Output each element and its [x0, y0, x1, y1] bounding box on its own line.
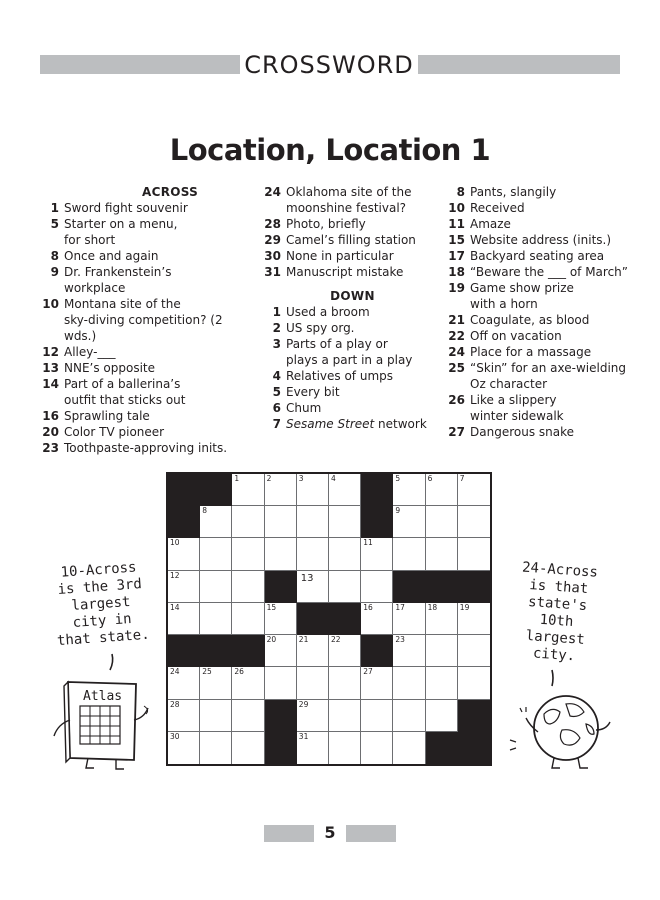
- clue-number: 1: [272, 305, 281, 319]
- clue-number: 12: [42, 345, 59, 359]
- clue-number: 11: [448, 217, 465, 231]
- black-square: [200, 474, 232, 506]
- grid-cell[interactable]: [361, 700, 393, 732]
- grid-cell[interactable]: [329, 700, 361, 732]
- grid-cell[interactable]: [393, 667, 425, 699]
- atlas-illustration: [40, 648, 160, 773]
- grid-cell[interactable]: [458, 635, 490, 667]
- grid-cell[interactable]: [426, 538, 458, 570]
- cell-number: 15: [266, 602, 277, 612]
- down-clue-27: [444, 424, 629, 440]
- black-square: [168, 474, 200, 506]
- grid-cell[interactable]: [232, 732, 264, 764]
- clue-number: 5: [50, 217, 59, 231]
- clue-text: Color TV pioneer: [64, 425, 165, 439]
- cell-number: 6: [427, 474, 433, 483]
- black-square: [232, 635, 264, 667]
- clue-number: 6: [272, 401, 281, 415]
- grid-cell[interactable]: [297, 700, 329, 732]
- black-square: [265, 732, 297, 764]
- across-clue-28: [260, 216, 445, 232]
- clue-number: 16: [42, 409, 59, 423]
- clue-text: Montana site of the sky-diving competition? (2 wds.): [64, 297, 223, 343]
- grid-cell[interactable]: [168, 538, 200, 570]
- clue-text: Amaze: [470, 217, 511, 231]
- cell-number: 9: [395, 506, 401, 516]
- cell-number: 14: [170, 602, 180, 612]
- black-square: [361, 635, 393, 667]
- clue-number: 3: [272, 337, 281, 351]
- down-clue-15: [444, 232, 629, 248]
- down-clue-3: [260, 336, 445, 368]
- cell-number: 3: [298, 474, 304, 483]
- clue-text: Pants, slangily: [470, 185, 557, 199]
- black-square: [458, 571, 490, 603]
- header-bar-left: [40, 55, 240, 74]
- grid-cell[interactable]: [426, 635, 458, 667]
- across-clue-20: [38, 424, 258, 440]
- clue-number: 9: [50, 265, 59, 279]
- down-clue-21: [444, 312, 629, 328]
- clue-text: Used a broom: [286, 305, 370, 319]
- clue-text: Sword fight souvenir: [64, 201, 188, 215]
- grid-cell[interactable]: [426, 700, 458, 732]
- grid-cell[interactable]: [265, 667, 297, 699]
- across-clue-8: [38, 248, 258, 264]
- black-square: [458, 700, 490, 732]
- grid-cell[interactable]: [265, 635, 297, 667]
- clue-number: 7: [272, 417, 281, 431]
- down-clue-22: [444, 328, 629, 344]
- cell-number: 17: [395, 602, 405, 612]
- clue-text: None in particular: [286, 249, 394, 263]
- footer-bar-right: [346, 825, 396, 842]
- crossword-grid: [166, 472, 492, 766]
- grid-cell[interactable]: [200, 571, 232, 603]
- down-heading: DOWN: [330, 289, 375, 303]
- down-clue-26: [444, 392, 629, 424]
- grid-cell[interactable]: [297, 506, 329, 538]
- page-title: Location, Location 1: [169, 133, 491, 167]
- clue-number: 31: [264, 265, 281, 279]
- clues-column-3: [444, 184, 629, 440]
- clue-number: 14: [42, 377, 59, 391]
- down-clue-1: [260, 304, 445, 320]
- cell-number: 10: [170, 538, 180, 548]
- clue-text: Received: [470, 201, 525, 215]
- grid-cell[interactable]: [458, 538, 490, 570]
- page-number: 5: [324, 823, 336, 842]
- clue-number: 8: [50, 249, 59, 263]
- grid-cell[interactable]: [265, 474, 297, 506]
- across-clue-29: [260, 232, 445, 248]
- clue-number: 24: [264, 185, 281, 199]
- clue-number: 4: [272, 369, 281, 383]
- cell-number: 8: [202, 506, 207, 516]
- cell-number: 2: [266, 474, 272, 483]
- clue-text: Manuscript mistake: [286, 265, 404, 279]
- clue-text: Off on vacation: [470, 329, 562, 343]
- clue-number: 10: [42, 297, 59, 311]
- clue-number: 21: [448, 313, 465, 327]
- grid-cell[interactable]: [200, 732, 232, 764]
- down-clue-24: [444, 344, 629, 360]
- grid-cell[interactable]: [168, 732, 200, 764]
- globe-illustration: [508, 668, 618, 773]
- across-clue-31: [260, 264, 445, 280]
- clue-text: Alley-___: [64, 345, 116, 359]
- grid-cell[interactable]: [426, 506, 458, 538]
- grid-cell[interactable]: [232, 603, 264, 635]
- grid-cell[interactable]: [393, 603, 425, 635]
- clue-text: US spy org.: [286, 321, 355, 335]
- down-clue-19: [444, 280, 629, 312]
- black-square: [168, 506, 200, 538]
- cell-number: 28: [170, 699, 180, 709]
- clue-text: Every bit: [286, 385, 340, 399]
- cell-number: 19: [459, 602, 470, 612]
- clue-number: 29: [264, 233, 281, 247]
- grid-cell[interactable]: [458, 667, 490, 699]
- down-clue-17: [444, 248, 629, 264]
- black-square: [297, 603, 329, 635]
- cell-number: 30: [170, 731, 180, 741]
- grid-cell[interactable]: [265, 538, 297, 570]
- grid-cell[interactable]: [361, 603, 393, 635]
- clue-text: NNE’s opposite: [64, 361, 156, 375]
- grid-cell[interactable]: [168, 700, 200, 732]
- clue-text: Coagulate, as blood: [470, 313, 590, 327]
- clue-text: Part of a ballerina’s outfit that sticks out: [64, 377, 186, 407]
- black-square: [200, 635, 232, 667]
- down-clue-2: [260, 320, 445, 336]
- grid-cell[interactable]: [297, 571, 329, 603]
- black-square: [361, 506, 393, 538]
- clue-text: Dangerous snake: [470, 425, 574, 439]
- clue-text: Backyard seating area: [470, 249, 605, 263]
- clue-number: 5: [272, 385, 281, 399]
- cell-number: 31: [298, 731, 309, 741]
- cell-number: 13: [300, 572, 314, 584]
- grid-cell[interactable]: [168, 571, 200, 603]
- clue-number: 8: [456, 185, 465, 199]
- grid-cell[interactable]: [361, 667, 393, 699]
- grid-cell[interactable]: [426, 667, 458, 699]
- atlas-label: Atlas: [83, 689, 123, 704]
- down-clue-25: [444, 360, 629, 392]
- grid-cell[interactable]: [329, 667, 361, 699]
- clues-column-1: [38, 184, 258, 456]
- black-square: [458, 732, 490, 764]
- grid-cell[interactable]: [232, 506, 264, 538]
- grid-cell[interactable]: [297, 667, 329, 699]
- grid-cell[interactable]: [297, 538, 329, 570]
- clue-number: 20: [42, 425, 59, 439]
- footer-bar-left: [264, 825, 314, 842]
- grid-cell[interactable]: [232, 474, 264, 506]
- grid-cell[interactable]: [200, 506, 232, 538]
- cell-number: 16: [363, 602, 373, 612]
- clue-number: 2: [272, 321, 281, 335]
- grid-cell[interactable]: [329, 538, 361, 570]
- grid-cell[interactable]: [458, 474, 490, 506]
- clue-text: Chum: [286, 401, 322, 415]
- grid-cell[interactable]: [200, 700, 232, 732]
- clue-number: 25: [448, 361, 465, 375]
- grid-cell[interactable]: [361, 732, 393, 764]
- across-clue-1: [38, 200, 258, 216]
- clue-number: 13: [42, 361, 59, 375]
- grid-cell[interactable]: [232, 700, 264, 732]
- grid-cell[interactable]: [200, 667, 232, 699]
- cell-number: 18: [427, 602, 438, 612]
- grid-cell[interactable]: [458, 506, 490, 538]
- grid-cell[interactable]: [393, 474, 425, 506]
- clue-text: Like a slippery winter sidewalk: [470, 393, 564, 423]
- grid-cell[interactable]: [232, 571, 264, 603]
- cell-number: 5: [395, 474, 401, 483]
- grid-cell[interactable]: [393, 506, 425, 538]
- grid-cell[interactable]: [200, 603, 232, 635]
- down-clue-6: [260, 400, 445, 416]
- clue-text: Dr. Frankenstein’s workplace: [64, 265, 172, 295]
- down-clue-8: [444, 184, 629, 200]
- grid-cell[interactable]: [265, 506, 297, 538]
- clue-text: Camel’s filling station: [286, 233, 416, 247]
- black-square: [168, 635, 200, 667]
- clue-text: “Skin” for an axe-wielding Oz character: [470, 361, 627, 391]
- cell-number: 22: [331, 635, 341, 645]
- clue-number: 23: [42, 441, 59, 455]
- grid-cell[interactable]: [168, 603, 200, 635]
- across-clue-5: [38, 216, 258, 248]
- clue-number: 15: [448, 233, 465, 247]
- grid-cell[interactable]: [361, 538, 393, 570]
- grid-cell[interactable]: [393, 700, 425, 732]
- down-clue-10: [444, 200, 629, 216]
- clue-text: Starter on a menu, for short: [64, 217, 178, 247]
- across-clue-13: [38, 360, 258, 376]
- grid-cell[interactable]: [232, 667, 264, 699]
- across-heading: ACROSS: [142, 185, 199, 199]
- clue-number: 18: [448, 265, 465, 279]
- grid-cell[interactable]: [426, 603, 458, 635]
- grid-cell[interactable]: [426, 474, 458, 506]
- clue-text: Toothpaste-approving inits.: [64, 441, 228, 455]
- clue-text: Website address (inits.): [470, 233, 612, 247]
- across-clue-23: [38, 440, 258, 456]
- across-clue-30: [260, 248, 445, 264]
- grid-cell[interactable]: [393, 732, 425, 764]
- cell-number: 4: [331, 474, 336, 483]
- cell-number: 24: [170, 667, 180, 677]
- grid-cell[interactable]: [329, 506, 361, 538]
- black-square: [361, 474, 393, 506]
- cell-number: 20: [266, 635, 277, 645]
- clue-text: Oklahoma site of the moonshine festival?: [286, 185, 412, 215]
- across-clue-24: [260, 184, 445, 216]
- grid-cell[interactable]: [393, 635, 425, 667]
- clue-number: 27: [448, 425, 465, 439]
- clues-column-2: [260, 184, 445, 432]
- cell-number: 23: [395, 635, 405, 645]
- grid-cell[interactable]: [393, 538, 425, 570]
- grid-cell[interactable]: [297, 732, 329, 764]
- black-square: [426, 571, 458, 603]
- note-right: 24-Across is that state's 10th largest city.: [521, 559, 599, 665]
- clue-text: Photo, briefly: [286, 217, 366, 231]
- clue-text: Once and again: [64, 249, 159, 263]
- grid-cell[interactable]: [265, 603, 297, 635]
- down-clue-11: [444, 216, 629, 232]
- clue-number: 1: [50, 201, 59, 215]
- cell-number: 1: [234, 474, 240, 483]
- note-left: 10-Across is the 3rd largest city in that state.: [56, 559, 151, 650]
- grid-cell[interactable]: [168, 667, 200, 699]
- grid-cell[interactable]: [329, 635, 361, 667]
- cell-number: 21: [298, 635, 309, 645]
- grid-cell[interactable]: [329, 474, 361, 506]
- black-square: [265, 700, 297, 732]
- clue-text: Relatives of umps: [286, 369, 394, 383]
- clue-text: Sesame Street network: [286, 417, 427, 431]
- section-label: CROSSWORD: [244, 51, 414, 79]
- grid-cell[interactable]: [200, 538, 232, 570]
- grid-cell[interactable]: [232, 538, 264, 570]
- clue-text: “Beware the ___ of March”: [470, 265, 628, 279]
- header-bar-right: [418, 55, 620, 74]
- across-clue-14: [38, 376, 258, 408]
- cell-number: 25: [202, 667, 212, 677]
- clue-text: Sprawling tale: [64, 409, 150, 423]
- clue-text: Place for a massage: [470, 345, 592, 359]
- down-clue-4: [260, 368, 445, 384]
- grid-cell[interactable]: [458, 603, 490, 635]
- grid-cell[interactable]: [297, 635, 329, 667]
- clue-number: 26: [448, 393, 465, 407]
- clue-number: 28: [264, 217, 281, 231]
- cell-number: 11: [363, 538, 373, 548]
- across-clue-9: [38, 264, 258, 296]
- cell-number: 29: [298, 699, 309, 709]
- clue-number: 19: [448, 281, 465, 295]
- grid-cell[interactable]: [329, 732, 361, 764]
- clue-number: 17: [448, 249, 465, 263]
- grid-cell[interactable]: [297, 474, 329, 506]
- grid-cell[interactable]: [361, 571, 393, 603]
- down-clue-18: [444, 264, 629, 280]
- clue-text: Parts of a play or plays a part in a play: [286, 337, 413, 367]
- cell-number: 27: [363, 667, 373, 677]
- cell-number: 26: [234, 667, 244, 677]
- across-clue-12: [38, 344, 258, 360]
- clue-number: 10: [448, 201, 465, 215]
- black-square: [393, 571, 425, 603]
- clue-number: 22: [448, 329, 465, 343]
- down-clue-5: [260, 384, 445, 400]
- across-clue-16: [38, 408, 258, 424]
- clue-text: Game show prize with a horn: [470, 281, 574, 311]
- clue-number: 30: [264, 249, 281, 263]
- across-clue-10: [38, 296, 258, 344]
- black-square: [426, 732, 458, 764]
- black-square: [329, 603, 361, 635]
- black-square: [265, 571, 297, 603]
- grid-cell[interactable]: [329, 571, 361, 603]
- cell-number: 12: [170, 570, 180, 580]
- down-clue-7: [260, 416, 445, 432]
- cell-number: 7: [459, 474, 465, 483]
- clue-number: 24: [448, 345, 465, 359]
